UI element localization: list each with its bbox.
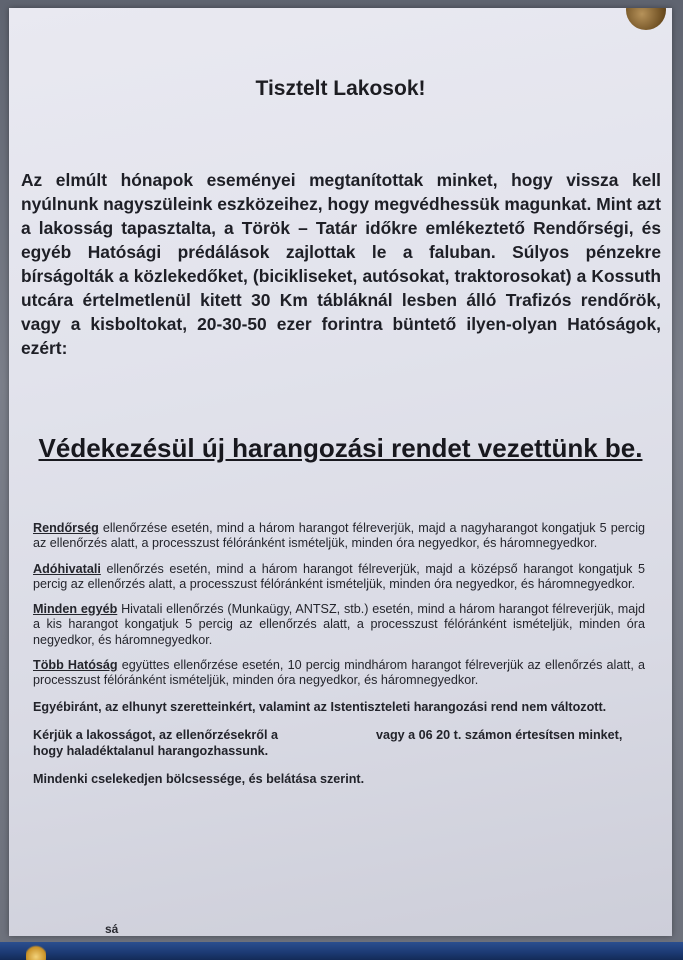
signature: sá [105,922,119,936]
rule-tax-office [33,562,645,593]
pushpin-icon [626,8,666,30]
rule-other-authority [33,602,645,648]
note-wisdom: Mindenki cselekedjen bölcsessége, és belátása szerint. [33,771,365,786]
bell-rules [33,521,645,799]
rule-text: Hivatali ellenőrzés (Munkaügy, ANTSZ, stb.) esetén, mind a három harangot félreverjük, majd a kis harangot kongatjuk 5 percig az ellenőrzés alatt, a processzust félóránként ismételjük, minden óra negyedkor, és háromnegyedkor. [33,602,645,647]
rule-lead: Több Hatóság [33,658,118,673]
rule-multiple-authorities [33,658,645,689]
rule-lead: Rendőrség [33,521,99,535]
rule-text: ellenőrzés esetén, mind a három harangot félreverjük, majd a középső harangot kongatjuk 5 percig az ellenőrzés alatt, a processzust félóránként ismételjük, minden óra negyedkor, és háromnegyedkor. [33,561,645,591]
note-contact: Kérjük a lakosságot, az ellenőrzésekről a vagy a 06 20 t. számon értesítsen minket, hogy haladéktalanul harangozhassunk. [33,727,623,758]
notice-sheet [9,8,672,936]
taskbar [0,942,683,960]
note-funeral: Egyébiránt, az elhunyt szeretteinkért, valamint az Istentiszteleti harangozási rend nem változott. [33,699,607,714]
intro-paragraph: Az elmúlt hónapok eseményei megtanítottak minket, hogy vissza kell nyúlnunk nagyszüleink eszközeihez, hogy megvédhessük magunkat. Mint azt a lakosság tapasztalta, a Török – Tatár időkre emlékeztető Rendőrségi, és egyéb Hatósági prédálások zajlottak le a faluban. Súlyos pénzekre bírságolták a közlekedőket, (bicikliseket, autósokat, traktorosokat) a Kossuth utcára értelmetlenül kitett 30 Km tábláknál lesben álló Trafizós rendőrök, vagy a kisboltokat, 20-30-50 ezer forintra büntető ilyen-olyan Hatóságok, ezért: [21,170,661,358]
notice-title: Tisztelt Lakosok! [255,77,426,100]
rule-text: ellenőrzése esetén, mind a három harangot félreverjük, majd a nagyharangot kongatjuk 5 percig az ellenőrzés alatt, a processzust félóránként ismételjük, minden óra negyedkor, és háromnegyedkor. [33,521,645,551]
rule-lead: Adóhivatali [33,561,101,576]
headline: Védekezésül új harangozási rendet vezettünk be. [38,433,643,463]
rule-lead: Minden egyéb [33,602,118,617]
rule-text: együttes ellenőrzése esetén, 10 percig mindhárom harangot félreverjük az ellenőrzés alatt, a processzust félóránként ismételjük, minden óra negyedkor, és háromnegyedkor. [33,658,645,688]
rule-police [33,521,645,552]
start-orb-icon[interactable] [26,944,46,960]
